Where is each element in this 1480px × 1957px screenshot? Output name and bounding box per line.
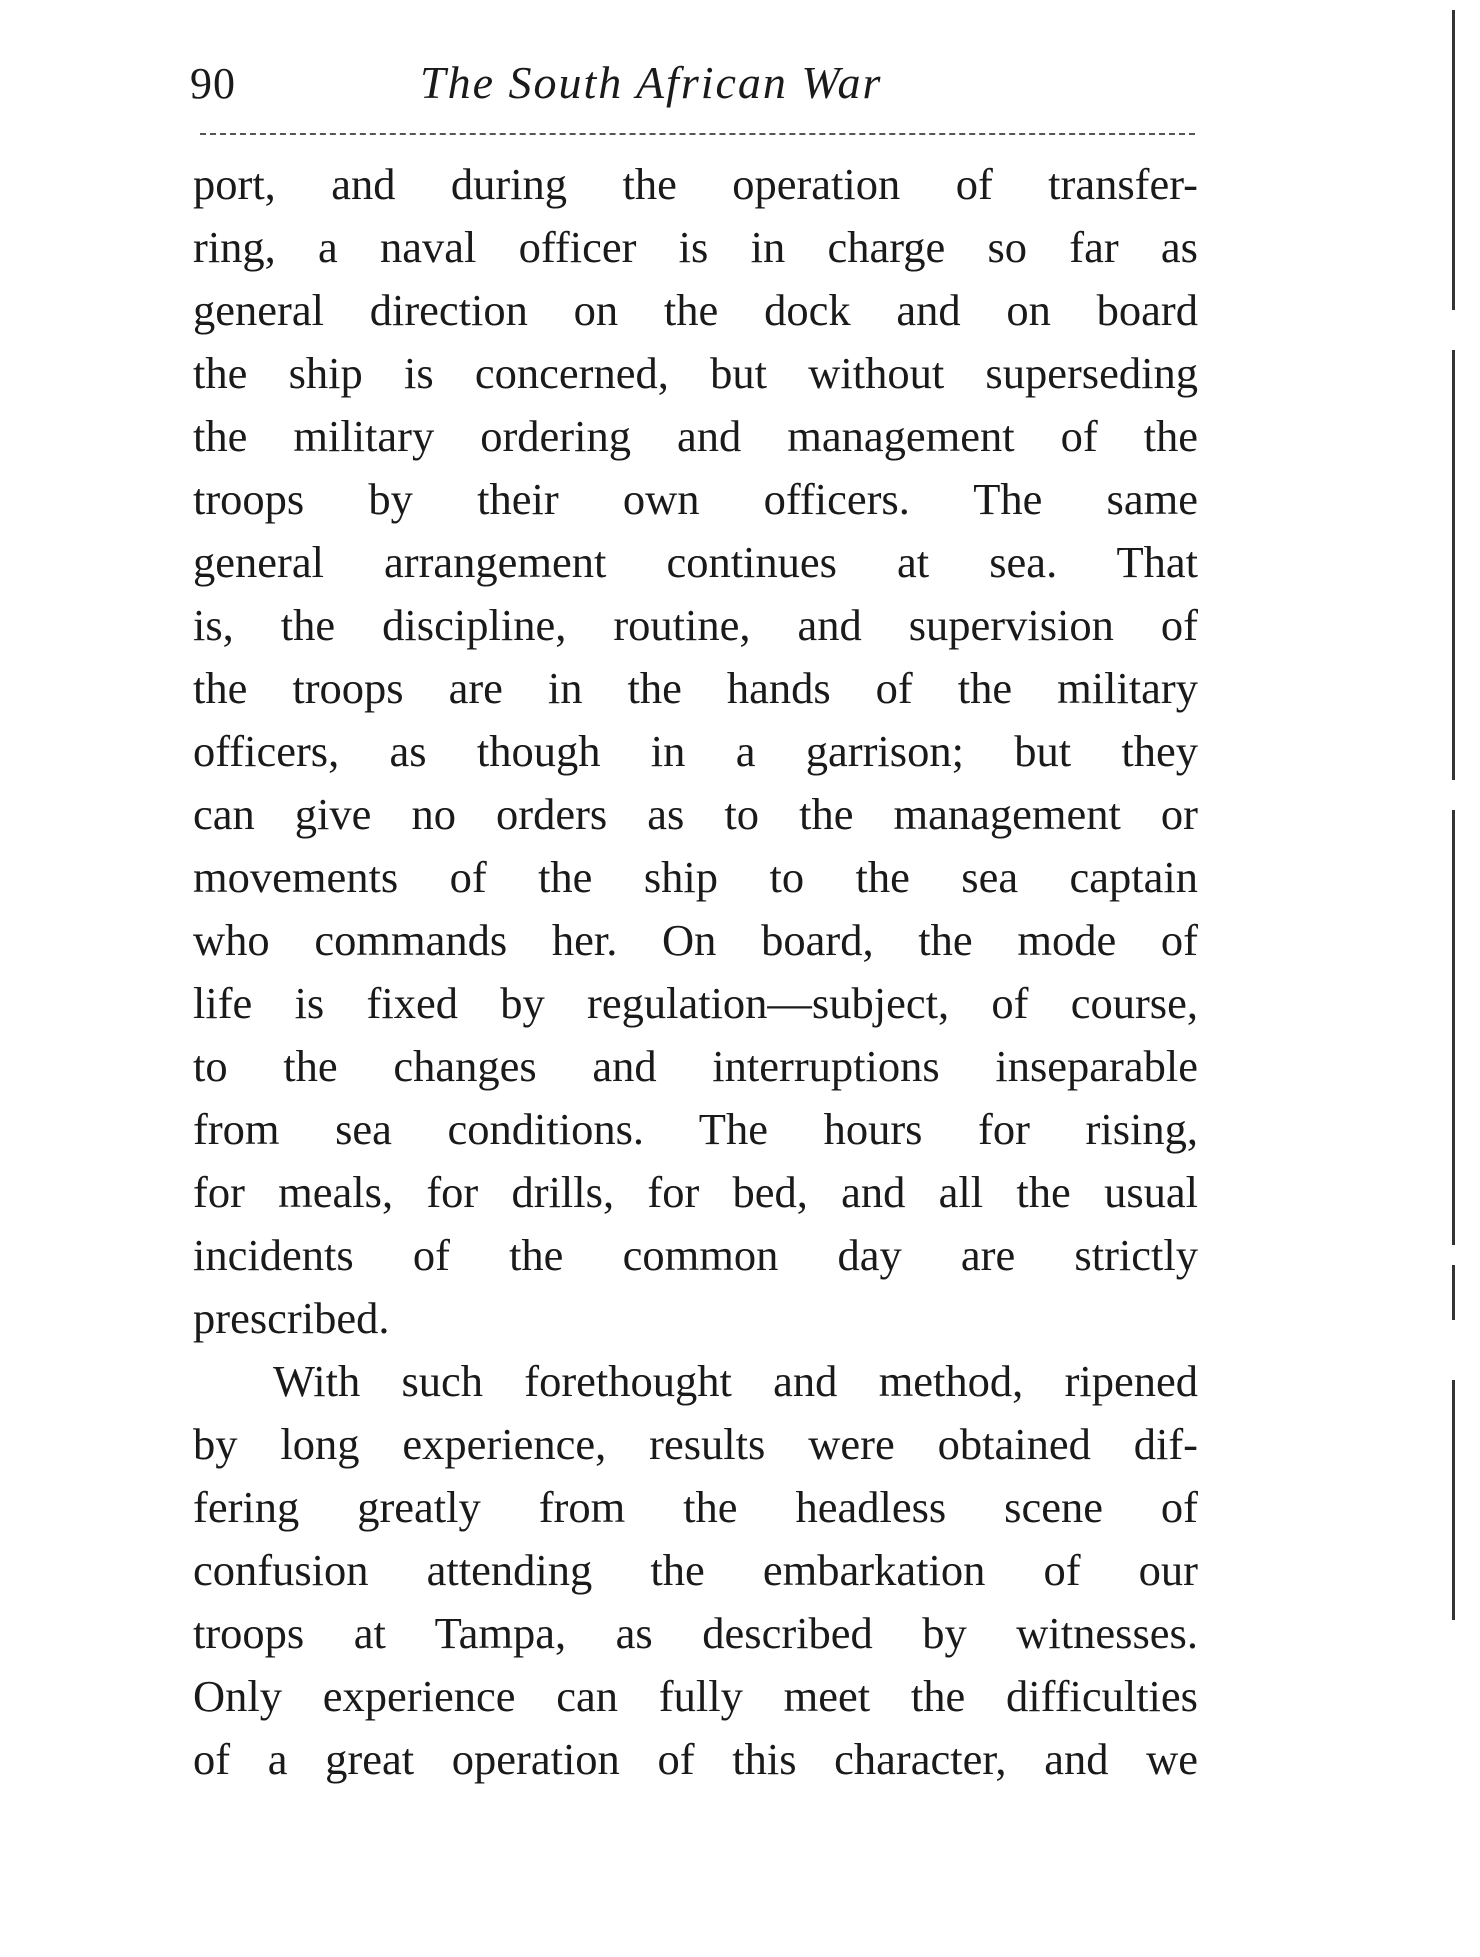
text-line: incidents of the common day are strictly	[193, 1230, 1198, 1280]
text-line: can give no orders as to the management or	[193, 789, 1198, 839]
binding-edge-gap	[1450, 780, 1458, 810]
text-line: from sea conditions. The hours for rising,	[193, 1104, 1198, 1154]
header-rule	[200, 133, 1195, 135]
text-line: officers, as though in a garrison; but they	[193, 726, 1198, 776]
page-number: 90	[190, 59, 236, 108]
text-line: the ship is concerned, but without superseding	[193, 348, 1198, 398]
text-line: port, and during the operation of transfer-	[193, 159, 1198, 209]
text-line: of a great operation of this character, and we	[193, 1734, 1198, 1784]
text-line: troops by their own officers. The same	[193, 474, 1198, 524]
text-line: by long experience, results were obtained dif-	[193, 1419, 1198, 1469]
text-line: the military ordering and management of the	[193, 411, 1198, 461]
text-line: fering greatly from the headless scene of	[193, 1482, 1198, 1532]
text-line: troops at Tampa, as described by witnesses.	[193, 1608, 1198, 1658]
text-line: ring, a naval officer is in charge so far as	[193, 222, 1198, 272]
text-line: With such forethought and method, ripened	[273, 1356, 1198, 1406]
binding-edge-gap	[1450, 310, 1458, 350]
text-line: general arrangement continues at sea. That	[193, 537, 1198, 587]
text-line: for meals, for drills, for bed, and all the usual	[193, 1167, 1198, 1217]
text-line: the troops are in the hands of the military	[193, 663, 1198, 713]
text-line: prescribed.	[193, 1293, 390, 1343]
text-line: to the changes and interruptions inseparable	[193, 1041, 1198, 1091]
text-line: movements of the ship to the sea captain	[193, 852, 1198, 902]
text-line: who commands her. On board, the mode of	[193, 915, 1198, 965]
text-line: life is fixed by regulation—subject, of course,	[193, 978, 1198, 1028]
text-line: Only experience can fully meet the difficulties	[193, 1671, 1198, 1721]
body-text	[193, 153, 1198, 1791]
text-line: general direction on the dock and on board	[193, 285, 1198, 335]
text-line: is, the discipline, routine, and supervision of	[193, 600, 1198, 650]
page-header	[190, 52, 1195, 122]
binding-edge-gap	[1450, 1245, 1458, 1265]
binding-edge-gap	[1450, 1320, 1458, 1380]
text-line: confusion attending the embarkation of our	[193, 1545, 1198, 1595]
running-title: The South African War	[420, 57, 883, 108]
